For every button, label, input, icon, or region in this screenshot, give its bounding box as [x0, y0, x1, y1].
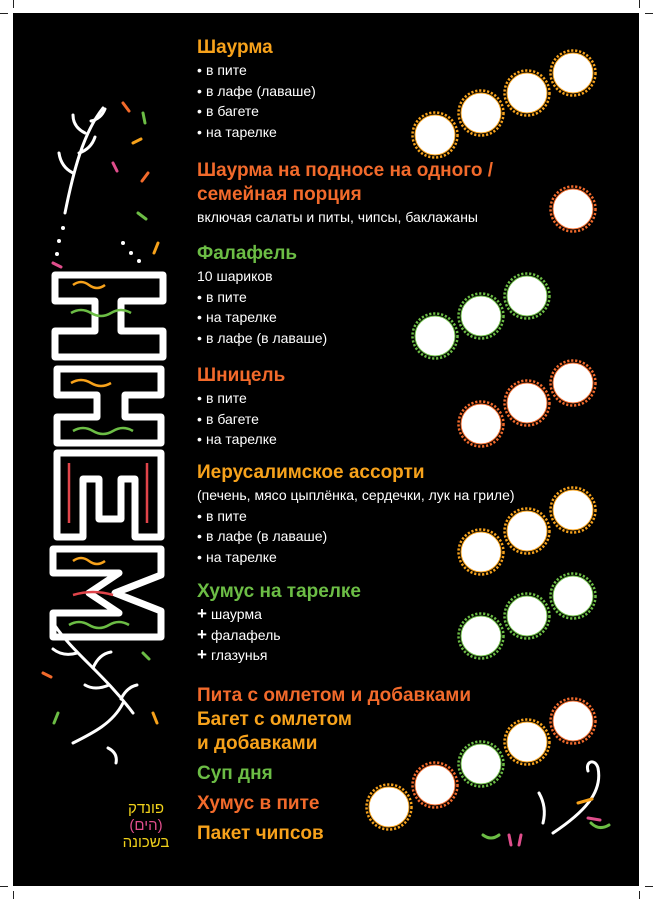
price-badge-schnitzel-3: [551, 361, 596, 406]
section-title: Иерусалимское ассорти: [197, 462, 425, 483]
logo: [116, 800, 176, 851]
price-badge-hummus-1: [459, 614, 504, 659]
crop-mark: [13, 891, 14, 899]
menu-item-hummus-pita: Хумус в пите: [197, 793, 320, 814]
section-note: включая салаты и питы, чипсы, баклажаны: [197, 209, 478, 225]
section-note: 10 шариков: [197, 268, 273, 284]
menu-item-chips: Пакет чипсов: [197, 823, 324, 844]
price-badge-shawarma-plate: [551, 51, 596, 96]
price-badge-assorti-3: [551, 488, 596, 533]
price-badge-schnitzel-2: [505, 381, 550, 426]
section-title: Шаурма: [197, 37, 273, 58]
price-badge-baguette-omelet: [505, 720, 550, 765]
crop-mark: [645, 13, 653, 14]
section-shawarma: [197, 36, 316, 142]
crop-mark: [0, 886, 8, 887]
menu-item-pita-omelet: Пита с омлетом и добавками: [197, 685, 472, 706]
price-badge-shawarma-pita: [413, 113, 458, 158]
list-item: + фалафель: [197, 624, 281, 644]
list-item: • в лафе (в лаваше): [197, 528, 328, 544]
price-badge-pita-omelet: [551, 699, 596, 744]
section-schnitzel: [197, 364, 285, 450]
section-jerusalem-mix: [197, 461, 515, 567]
section-title: Шницель: [197, 365, 286, 386]
list-item: • на тарелке: [197, 548, 277, 565]
section-title: Фалафель: [197, 243, 298, 264]
section-title: Шаурма на подносе на одного /: [197, 160, 494, 181]
section-shawarma-tray: [197, 159, 493, 228]
list-item: • в пите: [197, 507, 247, 524]
list-item: • в лафе (в лаваше): [197, 329, 328, 346]
price-badge-hummus-2: [505, 594, 550, 639]
crop-mark: [639, 891, 640, 899]
logo-line: בשכונה: [122, 834, 170, 851]
list-item: • в багете: [197, 410, 259, 427]
list-item: + глазунья: [197, 645, 268, 664]
logo-line: (הים): [129, 817, 163, 834]
price-badge-falafel-3: [505, 274, 550, 319]
list-item: • на тарелке: [197, 309, 277, 325]
price-badge-schnitzel-1: [459, 402, 504, 447]
price-badge-shawarma-baguette: [505, 71, 550, 116]
crop-mark: [0, 13, 8, 14]
list-item: + шаурма: [197, 604, 262, 623]
menu-item-baguette-omelet-line2: и добавками: [197, 733, 318, 754]
logo-line: פונדק: [127, 800, 165, 817]
section-title-line2: семейная порция: [197, 184, 362, 205]
menu-panel: [13, 13, 639, 886]
price-badge-hummus-3: [551, 574, 596, 619]
crop-mark: [645, 886, 653, 887]
price-badge-falafel-1: [413, 314, 458, 359]
list-item: • в багете: [197, 103, 259, 119]
list-item: • в пите: [197, 288, 247, 305]
price-badge-falafel-2: [459, 294, 504, 339]
list-item: • на тарелке: [197, 123, 277, 140]
crop-mark: [13, 0, 14, 8]
list-item: • на тарелке: [197, 431, 277, 447]
menu-item-baguette-omelet: Багет с омлетом: [197, 709, 352, 730]
list-item: • в пите: [197, 390, 247, 406]
section-hummus-plate: [197, 580, 361, 666]
list-item: • в пите: [197, 62, 247, 78]
bottom-items: [197, 684, 471, 846]
price-badge-tray: [551, 187, 596, 232]
section-title: Хумус на тарелке: [197, 581, 361, 602]
menu-item-soup: Суп дня: [197, 763, 273, 784]
crop-mark: [639, 0, 640, 8]
section-falafel: [197, 242, 327, 348]
price-badge-shawarma-lafa: [459, 91, 504, 136]
section-note: (печень, мясо цыплёнка, сердечки, лук на гриле): [197, 487, 515, 503]
list-item: • в лафе (лаваше): [197, 82, 316, 99]
